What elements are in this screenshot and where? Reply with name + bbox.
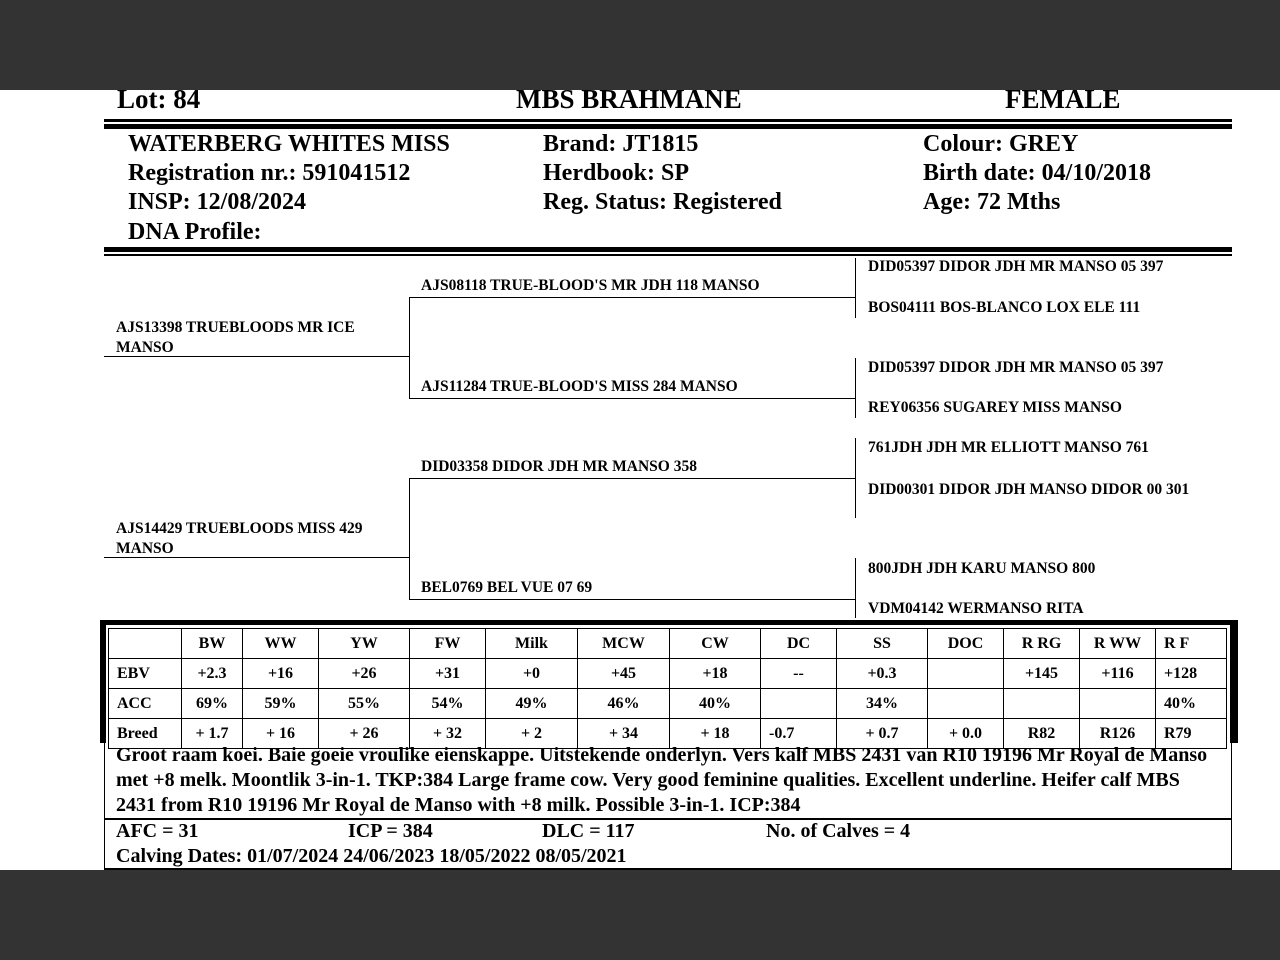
pedigree-line [409, 478, 856, 479]
remarks-divider [104, 818, 1232, 820]
pedigree-line [104, 356, 409, 357]
pedigree-gg-1: DID05397 DIDOR JDH MR MANSO 05 397 [868, 258, 1164, 275]
sex-label: FEMALE [1005, 90, 1121, 114]
number-of-calves: No. of Calves = 4 [766, 820, 911, 842]
dlc: DLC = 117 [542, 820, 635, 842]
breed-cell: + 34 [578, 719, 670, 749]
animal-name: WATERBERG WHITES MISS [128, 131, 450, 157]
acc-cell: 59% [243, 689, 319, 719]
acc-cell: 40% [1156, 689, 1227, 719]
remarks-border-right [1231, 742, 1232, 870]
ebv-frame-right [1230, 620, 1238, 743]
ebv-cell: +116 [1080, 659, 1156, 689]
ebv-cell: +18 [670, 659, 761, 689]
breed-row-label: Breed [109, 719, 182, 749]
calving-dates: Calving Dates: 01/07/2024 24/06/2023 18/05/2022 08/05/2021 [116, 845, 627, 867]
dna-profile: DNA Profile: [128, 219, 262, 245]
pedigree-line [855, 438, 856, 518]
ebv-row-label: EBV [109, 659, 182, 689]
pedigree-line [855, 258, 856, 318]
pedigree-line [409, 599, 856, 600]
breed-cell: + 0.7 [837, 719, 928, 749]
ebv-header-cell: R WW [1080, 629, 1156, 659]
registration-status: Reg. Status: Registered [543, 189, 782, 215]
pedigree-gg-6: DID00301 DIDOR JDH MANSO DIDOR 00 301 [868, 481, 1190, 498]
ebv-header-cell: YW [319, 629, 410, 659]
acc-cell: 34% [837, 689, 928, 719]
pedigree-gg-8: VDM04142 WERMANSO RITA [868, 600, 1084, 617]
registration-number: Registration nr.: 591041512 [128, 160, 411, 186]
breed-cell: + 16 [243, 719, 319, 749]
acc-cell [1004, 689, 1080, 719]
ebv-cell: +26 [319, 659, 410, 689]
breed-cell: -0.7 [761, 719, 837, 749]
pedigree-line [104, 557, 409, 558]
ebv-row [109, 659, 1227, 689]
ebv-header-cell: CW [670, 629, 761, 659]
pedigree-line [855, 558, 856, 618]
ebv-header-cell: MCW [578, 629, 670, 659]
acc-cell: 40% [670, 689, 761, 719]
acc-cell [1080, 689, 1156, 719]
pedigree-gg-2: BOS04111 BOS-BLANCO LOX ELE 111 [868, 299, 1141, 316]
ebv-table [108, 628, 1227, 749]
ebv-header-cell: R RG [1004, 629, 1080, 659]
breed-title: MBS BRAHMANE [516, 90, 742, 114]
breed-cell: + 0.0 [928, 719, 1004, 749]
pedigree-dam-dam: BEL0769 BEL VUE 07 69 [421, 579, 593, 596]
ebv-cell: +145 [1004, 659, 1080, 689]
afc: AFC = 31 [116, 820, 199, 842]
pedigree-sire-dam: AJS11284 TRUE-BLOOD'S MISS 284 MANSO [421, 378, 738, 395]
acc-cell [928, 689, 1004, 719]
pedigree-sire: AJS13398 TRUEBLOODS MR ICE MANSO [116, 319, 355, 356]
header-rule-thin [104, 119, 1232, 122]
info-rule-thick [104, 247, 1232, 252]
header-rule-thick [104, 124, 1232, 129]
remarks: Groot raam koei. Baie goeie vroulike eienskappe. Uitstekende onderlyn. Vers kalf MBS 2431 van R10 19196 Mr Royal de Manso met +8 melk. Moontlik 3-in-1. TKP:384 Large frame cow. Very good feminine qualities. Excellent underline. Heifer calf MBS 2431 from R10 19196 Mr Royal de Manso with +8 milk. Possible 3-in-1. ICP:384 [116, 744, 1208, 816]
ebv-cell: +31 [410, 659, 486, 689]
footer-bottom-rule [104, 868, 1232, 870]
acc-cell: 46% [578, 689, 670, 719]
acc-row [109, 689, 1227, 719]
pedigree-gg-7: 800JDH JDH KARU MANSO 800 [868, 560, 1096, 577]
sale-catalogue-page [0, 90, 1280, 870]
ebv-header-cell: WW [243, 629, 319, 659]
info-rule-thin [104, 254, 1232, 256]
acc-cell: 54% [410, 689, 486, 719]
pedigree-line [855, 358, 856, 418]
pedigree-gg-4: REY06356 SUGAREY MISS MANSO [868, 399, 1122, 416]
pedigree-gg-5: 761JDH JDH MR ELLIOTT MANSO 761 [868, 439, 1149, 456]
ebv-cell [928, 659, 1004, 689]
ebv-cell: +2.3 [182, 659, 243, 689]
breed-cell: R79 [1156, 719, 1227, 749]
breed-cell: + 2 [486, 719, 578, 749]
ebv-cell: +16 [243, 659, 319, 689]
ebv-cell: +128 [1156, 659, 1227, 689]
pedigree-line [409, 297, 410, 399]
pedigree-line [409, 478, 410, 600]
acc-cell: 49% [486, 689, 578, 719]
icp: ICP = 384 [348, 820, 433, 842]
breed-cell: + 26 [319, 719, 410, 749]
age: Age: 72 Mths [923, 189, 1061, 215]
brand: Brand: JT1815 [543, 131, 699, 157]
birth-date: Birth date: 04/10/2018 [923, 160, 1151, 186]
ebv-header-cell [109, 629, 182, 659]
inspection-date: INSP: 12/08/2024 [128, 189, 307, 215]
pedigree-sire-sire: AJS08118 TRUE-BLOOD'S MR JDH 118 MANSO [421, 277, 760, 294]
ebv-header-cell: SS [837, 629, 928, 659]
ebv-cell: -- [761, 659, 837, 689]
ebv-header-cell: R F [1156, 629, 1227, 659]
ebv-cell: +0.3 [837, 659, 928, 689]
ebv-header-cell: DC [761, 629, 837, 659]
lot-number: Lot: 84 [117, 90, 201, 114]
acc-cell [761, 689, 837, 719]
breed-cell: R126 [1080, 719, 1156, 749]
breed-cell: + 1.7 [182, 719, 243, 749]
ebv-header-cell: DOC [928, 629, 1004, 659]
pedigree-gg-3: DID05397 DIDOR JDH MR MANSO 05 397 [868, 359, 1164, 376]
colour: Colour: GREY [923, 131, 1079, 157]
acc-cell: 55% [319, 689, 410, 719]
breed-cell: + 18 [670, 719, 761, 749]
breed-cell: R82 [1004, 719, 1080, 749]
ebv-header-row [109, 629, 1227, 659]
ebv-header-cell: FW [410, 629, 486, 659]
ebv-frame-top [100, 620, 1238, 625]
pedigree-line [409, 398, 856, 399]
breed-cell: + 32 [410, 719, 486, 749]
ebv-header-cell: BW [182, 629, 243, 659]
acc-row-label: ACC [109, 689, 182, 719]
herdbook: Herdbook: SP [543, 160, 690, 186]
ebv-header-cell: Milk [486, 629, 578, 659]
acc-cell: 69% [182, 689, 243, 719]
remarks-border-left [104, 742, 105, 870]
pedigree-dam-sire: DID03358 DIDOR JDH MR MANSO 358 [421, 458, 697, 475]
pedigree-dam: AJS14429 TRUEBLOODS MISS 429 MANSO [116, 520, 363, 557]
ebv-frame-left [100, 620, 106, 743]
pedigree-line [409, 297, 856, 298]
ebv-cell: +0 [486, 659, 578, 689]
ebv-cell: +45 [578, 659, 670, 689]
